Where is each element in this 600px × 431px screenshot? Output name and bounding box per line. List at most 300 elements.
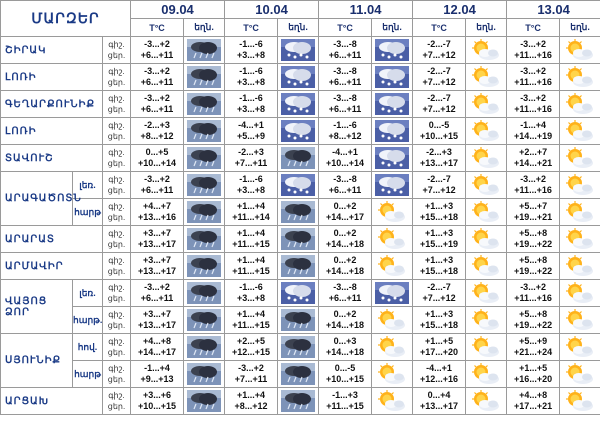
- day-temperature: +9...+13: [140, 374, 174, 384]
- temperature-cell: [413, 172, 466, 199]
- temperature-cell: [131, 226, 184, 253]
- weather-cell: [466, 253, 507, 280]
- night-label: գիշ.: [108, 337, 125, 346]
- temperature-cell: [225, 64, 278, 91]
- cloud-rain-icon: [281, 255, 315, 277]
- day-temperature: +14...+17: [326, 212, 365, 222]
- day-label: ցեր.: [107, 294, 126, 303]
- day-temperature: +6...+11: [328, 50, 362, 60]
- time-of-day-labels: [103, 334, 131, 361]
- sun-cloud-icon: [375, 255, 409, 277]
- cloud-rain-icon: [281, 336, 315, 358]
- day-temperature: +11...+16: [514, 50, 552, 60]
- night-temperature: -3...-8: [333, 174, 357, 184]
- cloud-snow-icon: [281, 39, 315, 61]
- sun-cloud-icon: [563, 336, 597, 358]
- weather-header: եղն.: [372, 19, 413, 37]
- day-temperature: +14...+19: [514, 131, 553, 141]
- night-temperature: +1...+4: [237, 309, 266, 319]
- weather-cell: [184, 334, 225, 361]
- weather-cell: [466, 199, 507, 226]
- temperature-cell: [507, 199, 560, 226]
- temperature-cell: [413, 307, 466, 334]
- sun-cloud-icon: [563, 120, 597, 142]
- day-label: ցեր.: [107, 105, 126, 114]
- cloud-snow-icon: [375, 39, 409, 61]
- cloud-rain-icon: [281, 363, 315, 385]
- night-temperature: 0...-5: [334, 363, 356, 373]
- sun-cloud-icon: [469, 309, 503, 331]
- subregion-label: հով.: [73, 334, 103, 361]
- day-temperature: +5...+9: [237, 131, 266, 141]
- day-temperature: +11...+16: [514, 77, 552, 87]
- night-temperature: +4...+7: [143, 201, 172, 211]
- region-name: ԼՈՌԻ: [1, 64, 103, 91]
- night-temperature: 0...+5: [145, 147, 169, 157]
- weather-header: եղն.: [184, 19, 225, 37]
- night-temperature: -3...+2: [520, 282, 546, 292]
- day-temperature: +19...+22: [514, 320, 553, 330]
- sun-cloud-icon: [563, 363, 597, 385]
- night-temperature: -1...-6: [239, 66, 263, 76]
- time-of-day-labels: [103, 172, 131, 199]
- night-label: գիշ.: [108, 256, 125, 265]
- time-of-day-labels: [103, 64, 131, 91]
- temperature-cell: [131, 388, 184, 415]
- day-temperature: +6...+11: [140, 185, 174, 195]
- day-temperature: +10...+14: [326, 158, 365, 168]
- day-temperature: +13...+16: [137, 212, 177, 222]
- night-temperature: -1...-6: [239, 93, 263, 103]
- temperature-cell: [225, 118, 278, 145]
- cloud-rain-icon: [281, 147, 315, 169]
- region-column-header: ՄԱՐԶԵՐ: [1, 1, 131, 37]
- temperature-cell: [319, 388, 372, 415]
- night-temperature: -2...+3: [238, 147, 264, 157]
- temperature-cell: [225, 226, 278, 253]
- temperature-cell: [507, 307, 560, 334]
- temperature-cell: [131, 361, 184, 388]
- day-temperature: +13...+17: [137, 266, 177, 276]
- table-row: [1, 199, 600, 226]
- night-temperature: -3...+2: [520, 39, 546, 49]
- day-temperature: +3...+8: [237, 185, 266, 195]
- temperature-cell: [413, 226, 466, 253]
- sun-cloud-icon: [469, 201, 503, 223]
- night-temperature: 0...+2: [333, 255, 357, 265]
- night-temperature: +5...+8: [519, 255, 548, 265]
- time-of-day-labels: [103, 91, 131, 118]
- night-temperature: +1...+3: [425, 228, 454, 238]
- temperature-cell: [507, 226, 560, 253]
- table-row: [1, 145, 600, 172]
- day-label: ցեր.: [107, 321, 126, 330]
- region-name: ԱՐՑԱԽ: [1, 388, 103, 415]
- night-temperature: -3...+2: [520, 93, 546, 103]
- weather-cell: [466, 361, 507, 388]
- weather-cell: [372, 334, 413, 361]
- cloud-snow-icon: [375, 174, 409, 196]
- temperature-cell: [319, 334, 372, 361]
- temperature-cell: [131, 280, 184, 307]
- night-label: գիշ.: [108, 40, 125, 49]
- night-temperature: -2...-7: [427, 174, 451, 184]
- day-temperature: +7...+12: [422, 293, 456, 303]
- day-temperature: +16...+20: [514, 374, 553, 384]
- weather-cell: [560, 91, 600, 118]
- cloud-rain-icon: [187, 309, 221, 331]
- night-temperature: -4...+1: [238, 120, 264, 130]
- cloud-snow-icon: [375, 120, 409, 142]
- temperature-cell: [225, 253, 278, 280]
- weather-cell: [560, 280, 600, 307]
- night-temperature: -3...+2: [520, 174, 546, 184]
- night-temperature: -4...+1: [426, 363, 452, 373]
- night-label: գիշ.: [108, 283, 125, 292]
- temperature-cell: [319, 226, 372, 253]
- weather-cell: [184, 199, 225, 226]
- weather-cell: [466, 280, 507, 307]
- night-temperature: 0...-5: [428, 120, 450, 130]
- table-row: [1, 307, 600, 334]
- table-row: [1, 37, 600, 64]
- sun-cloud-icon: [563, 39, 597, 61]
- day-temperature: +15...+18: [420, 266, 459, 276]
- weather-header: եղն.: [278, 19, 319, 37]
- weather-cell: [278, 118, 319, 145]
- weather-cell: [278, 37, 319, 64]
- time-of-day-labels: [103, 118, 131, 145]
- weather-cell: [184, 118, 225, 145]
- weather-cell: [372, 118, 413, 145]
- night-temperature: 0...+2: [333, 309, 357, 319]
- temperature-cell: [319, 64, 372, 91]
- day-temperature: +3...+8: [237, 104, 266, 114]
- day-label: ցեր.: [107, 78, 126, 87]
- sun-cloud-icon: [469, 147, 503, 169]
- night-temperature: -3...+2: [144, 66, 170, 76]
- weather-cell: [372, 388, 413, 415]
- sun-cloud-icon: [375, 201, 409, 223]
- day-temperature: +11...+16: [514, 185, 552, 195]
- day-temperature: +13...+17: [137, 320, 177, 330]
- day-temperature: +11...+14: [232, 212, 270, 222]
- temperature-cell: [507, 145, 560, 172]
- date-header: 13.04: [507, 1, 600, 19]
- cloud-rain-icon: [187, 228, 221, 250]
- night-temperature: +3...+7: [143, 309, 172, 319]
- temperature-cell: [507, 91, 560, 118]
- night-temperature: +3...+7: [143, 255, 172, 265]
- weather-cell: [560, 64, 600, 91]
- sun-cloud-icon: [375, 363, 409, 385]
- cloud-rain-icon: [187, 93, 221, 115]
- temperature-cell: [319, 253, 372, 280]
- subregion-label: հարթ: [73, 199, 103, 226]
- weather-cell: [560, 253, 600, 280]
- cloud-snow-icon: [375, 282, 409, 304]
- sun-cloud-icon: [563, 255, 597, 277]
- weather-cell: [278, 226, 319, 253]
- weather-cell: [372, 307, 413, 334]
- weather-cell: [372, 226, 413, 253]
- weather-cell: [372, 361, 413, 388]
- temperature-cell: [413, 145, 466, 172]
- night-temperature: -2...-7: [427, 93, 451, 103]
- night-temperature: +1...+3: [425, 255, 454, 265]
- sun-cloud-icon: [563, 174, 597, 196]
- temperature-cell: [225, 388, 278, 415]
- temperature-cell: [319, 145, 372, 172]
- weather-cell: [278, 388, 319, 415]
- cloud-rain-icon: [187, 390, 221, 412]
- day-temperature: +10...+15: [326, 374, 365, 384]
- day-temperature: +11...+15: [232, 320, 270, 330]
- weather-cell: [278, 64, 319, 91]
- temperature-cell: [507, 361, 560, 388]
- cloud-rain-icon: [187, 282, 221, 304]
- day-temperature: +12...+16: [420, 374, 459, 384]
- cloud-rain-icon: [187, 336, 221, 358]
- temperature-cell: [131, 307, 184, 334]
- day-temperature: +7...+11: [234, 374, 268, 384]
- day-temperature: +14...+18: [326, 320, 365, 330]
- temperature-cell: [413, 118, 466, 145]
- weather-cell: [278, 334, 319, 361]
- temperature-cell: [319, 37, 372, 64]
- weather-cell: [372, 37, 413, 64]
- temperature-cell: [319, 91, 372, 118]
- night-temperature: -3...+2: [238, 363, 264, 373]
- sun-cloud-icon: [469, 255, 503, 277]
- day-temperature: +6...+11: [328, 293, 362, 303]
- subregion-label: հարթ.: [73, 307, 103, 334]
- day-temperature: +13...+17: [137, 239, 177, 249]
- weather-cell: [560, 37, 600, 64]
- weather-cell: [466, 64, 507, 91]
- weather-cell: [184, 37, 225, 64]
- sun-cloud-icon: [563, 390, 597, 412]
- cloud-rain-icon: [187, 39, 221, 61]
- night-temperature: 0...+4: [427, 390, 451, 400]
- day-temperature: +13...+17: [420, 401, 459, 411]
- night-temperature: -3...-8: [333, 39, 357, 49]
- weather-cell: [466, 172, 507, 199]
- night-temperature: -2...+3: [144, 120, 170, 130]
- night-temperature: +1...+4: [237, 390, 266, 400]
- temperature-cell: [319, 361, 372, 388]
- temperature-cell: [507, 334, 560, 361]
- table-row: [1, 172, 600, 199]
- date-header: 12.04: [413, 1, 507, 19]
- night-label: գիշ.: [108, 391, 125, 400]
- night-temperature: +4...+8: [143, 336, 172, 346]
- weather-cell: [466, 307, 507, 334]
- temperature-cell: [319, 118, 372, 145]
- weather-cell: [278, 199, 319, 226]
- weather-cell: [372, 253, 413, 280]
- weather-cell: [372, 199, 413, 226]
- weather-cell: [184, 361, 225, 388]
- temperature-cell: [131, 253, 184, 280]
- sun-cloud-icon: [469, 390, 503, 412]
- day-label: ցեր.: [107, 186, 126, 195]
- day-temperature: +7...+12: [422, 185, 456, 195]
- night-temperature: +1...+5: [519, 363, 548, 373]
- day-label: ցեր.: [107, 159, 126, 168]
- region-name: ԳԵՂԱՐՔՈՒՆԻՔ: [1, 91, 103, 118]
- weather-cell: [278, 172, 319, 199]
- day-temperature: +15...+19: [420, 239, 459, 249]
- table-row: [1, 334, 600, 361]
- night-temperature: +2...+7: [519, 147, 548, 157]
- cloud-snow-icon: [375, 66, 409, 88]
- time-of-day-labels: [103, 307, 131, 334]
- day-temperature: +19...+22: [514, 266, 553, 276]
- day-temperature: +14...+18: [326, 266, 365, 276]
- temperature-cell: [131, 64, 184, 91]
- temperature-cell: [507, 253, 560, 280]
- cloud-rain-icon: [187, 255, 221, 277]
- night-temperature: -2...-7: [427, 66, 451, 76]
- weather-cell: [184, 307, 225, 334]
- weather-cell: [184, 64, 225, 91]
- day-temperature: +6...+11: [328, 77, 362, 87]
- time-of-day-labels: [103, 145, 131, 172]
- table-row: [1, 64, 600, 91]
- weather-cell: [372, 91, 413, 118]
- weather-cell: [466, 334, 507, 361]
- temperature-cell: [319, 199, 372, 226]
- cloud-snow-icon: [375, 147, 409, 169]
- cloud-rain-icon: [281, 201, 315, 223]
- day-temperature: +6...+11: [140, 50, 174, 60]
- night-label: գիշ.: [108, 148, 125, 157]
- day-temperature: +7...+11: [234, 158, 268, 168]
- weather-cell: [278, 91, 319, 118]
- day-label: ցեր.: [107, 375, 126, 384]
- night-temperature: -3...+2: [144, 39, 170, 49]
- region-name: ՎԱՅՈՑ ՁՈՐ: [1, 280, 73, 334]
- weather-header: եղն.: [560, 19, 600, 37]
- weather-cell: [278, 253, 319, 280]
- cloud-snow-icon: [281, 120, 315, 142]
- temperature-cell: [225, 334, 278, 361]
- night-temperature: -3...-8: [333, 93, 357, 103]
- day-temperature: +8...+12: [234, 401, 268, 411]
- sun-cloud-icon: [563, 282, 597, 304]
- table-row: [1, 226, 600, 253]
- sun-cloud-icon: [375, 336, 409, 358]
- night-temperature: -1...+4: [144, 363, 170, 373]
- night-temperature: -1...-6: [333, 120, 357, 130]
- temperature-header: T°C: [507, 19, 560, 37]
- weather-cell: [372, 280, 413, 307]
- day-temperature: +8...+12: [328, 131, 362, 141]
- weather-cell: [184, 280, 225, 307]
- region-name: ՍՅՈՒՆԻՔ: [1, 334, 73, 388]
- night-label: գիշ.: [108, 175, 125, 184]
- night-temperature: -3...+2: [144, 93, 170, 103]
- weather-cell: [184, 91, 225, 118]
- day-temperature: +14...+17: [137, 347, 177, 357]
- weather-cell: [278, 280, 319, 307]
- cloud-rain-icon: [187, 147, 221, 169]
- night-temperature: 0...+3: [333, 336, 357, 346]
- day-label: ցեր.: [107, 267, 126, 276]
- subregion-label: լեռ.: [73, 280, 103, 307]
- day-temperature: +7...+12: [422, 50, 456, 60]
- night-temperature: -1...-6: [239, 174, 263, 184]
- day-temperature: +15...+18: [420, 320, 459, 330]
- night-label: գիշ.: [108, 94, 125, 103]
- day-temperature: +19...+21: [514, 212, 553, 222]
- temperature-cell: [507, 64, 560, 91]
- cloud-snow-icon: [281, 93, 315, 115]
- region-name: ԼՈՌԻ: [1, 118, 103, 145]
- temperature-cell: [131, 199, 184, 226]
- temperature-cell: [507, 118, 560, 145]
- day-label: ցեր.: [107, 213, 126, 222]
- table-row: [1, 280, 600, 307]
- temperature-cell: [413, 91, 466, 118]
- day-temperature: +3...+8: [237, 293, 266, 303]
- date-header: 09.04: [131, 1, 225, 19]
- night-temperature: -3...-8: [333, 66, 357, 76]
- night-temperature: -1...-6: [239, 282, 263, 292]
- day-temperature: +6...+11: [328, 104, 362, 114]
- day-temperature: +8...+12: [140, 131, 174, 141]
- temperature-cell: [413, 199, 466, 226]
- night-temperature: +5...+8: [519, 228, 548, 238]
- sun-cloud-icon: [563, 66, 597, 88]
- cloud-rain-icon: [187, 66, 221, 88]
- sun-cloud-icon: [563, 147, 597, 169]
- weather-cell: [372, 172, 413, 199]
- temperature-cell: [225, 307, 278, 334]
- sun-cloud-icon: [469, 174, 503, 196]
- region-name: ՇԻՐԱԿ: [1, 37, 103, 64]
- day-temperature: +11...+15: [326, 401, 364, 411]
- temperature-cell: [413, 361, 466, 388]
- night-temperature: -1...-6: [239, 39, 263, 49]
- night-temperature: +5...+7: [519, 201, 548, 211]
- night-label: գիշ.: [108, 202, 125, 211]
- sun-cloud-icon: [375, 309, 409, 331]
- day-temperature: +15...+18: [420, 212, 459, 222]
- region-name: ԱՐՄԱՎԻՐ: [1, 253, 103, 280]
- day-temperature: +7...+12: [422, 104, 456, 114]
- day-temperature: +17...+20: [420, 347, 459, 357]
- time-of-day-labels: [103, 388, 131, 415]
- cloud-rain-icon: [281, 228, 315, 250]
- weather-cell: [184, 172, 225, 199]
- night-label: գիշ.: [108, 364, 125, 373]
- sun-cloud-icon: [469, 228, 503, 250]
- weather-cell: [466, 118, 507, 145]
- table-row: [1, 91, 600, 118]
- sun-cloud-icon: [563, 228, 597, 250]
- night-temperature: +5...+9: [519, 336, 548, 346]
- table-row: [1, 361, 600, 388]
- day-temperature: +14...+18: [326, 347, 365, 357]
- temperature-cell: [507, 280, 560, 307]
- night-temperature: +1...+3: [425, 309, 454, 319]
- time-of-day-labels: [103, 280, 131, 307]
- day-temperature: +19...+22: [514, 239, 553, 249]
- weather-cell: [278, 145, 319, 172]
- temperature-cell: [131, 334, 184, 361]
